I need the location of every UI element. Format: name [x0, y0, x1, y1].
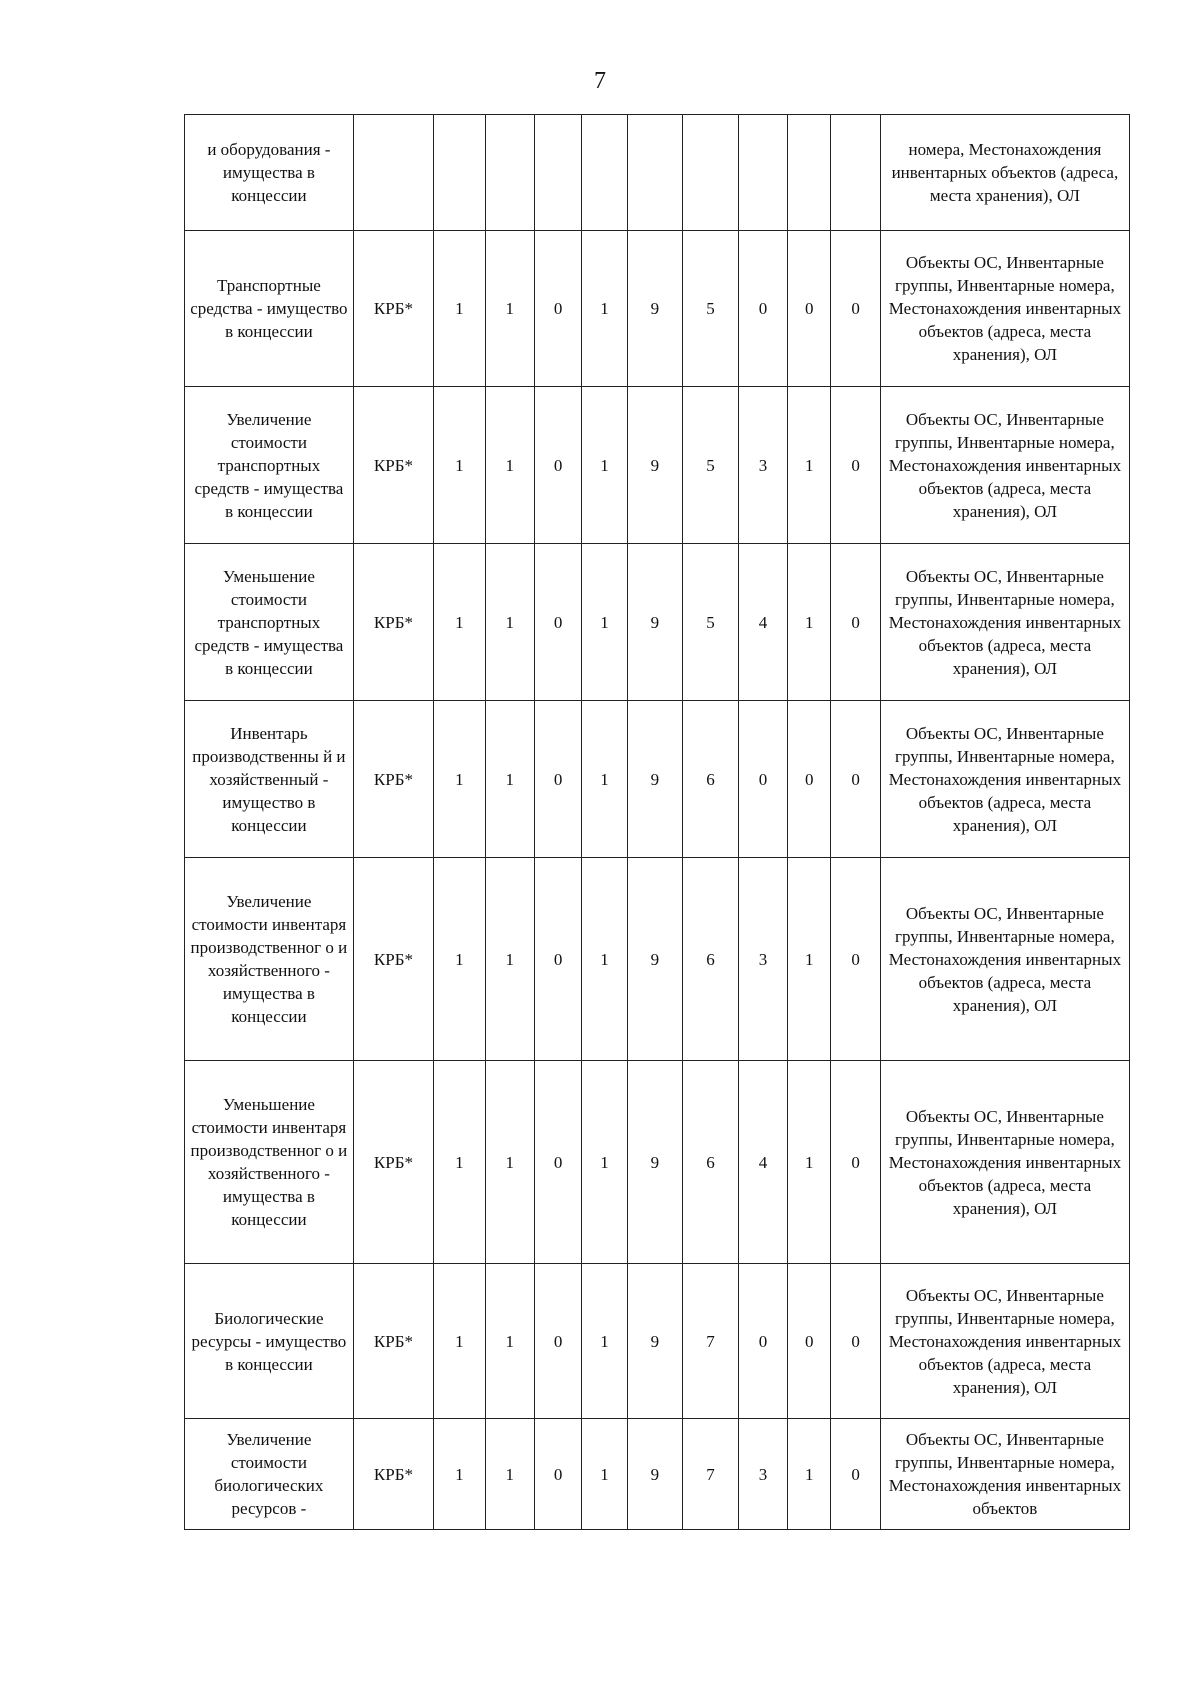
account-digit-cell: 5	[683, 387, 739, 544]
analytics-cell: Объекты ОС, Инвентарные группы, Инвентарные номера, Местонахождения инвентарных объектов (адреса, места хранения), ОЛ	[880, 858, 1129, 1061]
account-name-cell: и оборудования - имущества в концессии	[185, 115, 354, 231]
account-digit-cell: 1	[788, 387, 831, 544]
account-digit-cell	[434, 115, 485, 231]
account-digit-cell: 0	[534, 858, 581, 1061]
account-digit-cell: 0	[738, 231, 787, 387]
table-row	[185, 231, 1130, 387]
account-digit-cell: 3	[738, 1419, 787, 1530]
account-digit-cell: 0	[831, 1419, 880, 1530]
account-digit-cell: 0	[534, 544, 581, 701]
account-digit-cell	[534, 115, 581, 231]
account-digit-cell: 1	[485, 231, 534, 387]
account-digit-cell: 1	[788, 858, 831, 1061]
table-row	[185, 387, 1130, 544]
account-digit-cell: 1	[788, 1419, 831, 1530]
account-code-cell: КРБ*	[353, 701, 433, 858]
account-digit-cell: 9	[627, 858, 683, 1061]
account-digit-cell: 1	[582, 701, 627, 858]
account-digit-cell: 1	[582, 1264, 627, 1419]
account-digit-cell: 9	[627, 387, 683, 544]
account-digit-cell: 0	[534, 1061, 581, 1264]
account-name-cell: Увеличение стоимости биологических ресурсов -	[185, 1419, 354, 1530]
account-digit-cell: 1	[582, 858, 627, 1061]
account-code-cell: КРБ*	[353, 387, 433, 544]
analytics-cell: Объекты ОС, Инвентарные группы, Инвентарные номера, Местонахождения инвентарных объектов (адреса, места хранения), ОЛ	[880, 387, 1129, 544]
table-row	[185, 858, 1130, 1061]
account-code-cell: КРБ*	[353, 1419, 433, 1530]
account-name-cell: Увеличение стоимости инвентаря производственног о и хозяйственного - имущества в концессии	[185, 858, 354, 1061]
account-code-cell: КРБ*	[353, 231, 433, 387]
account-digit-cell: 6	[683, 701, 739, 858]
account-digit-cell: 0	[831, 701, 880, 858]
table-row	[185, 701, 1130, 858]
account-digit-cell: 4	[738, 1061, 787, 1264]
account-digit-cell: 0	[534, 231, 581, 387]
account-digit-cell: 7	[683, 1264, 739, 1419]
account-digit-cell: 0	[831, 231, 880, 387]
account-digit-cell	[582, 115, 627, 231]
accounts-table	[184, 114, 1130, 1530]
account-digit-cell: 3	[738, 387, 787, 544]
account-digit-cell: 0	[831, 1061, 880, 1264]
account-code-cell: КРБ*	[353, 1264, 433, 1419]
account-digit-cell: 1	[788, 1061, 831, 1264]
analytics-cell: Объекты ОС, Инвентарные группы, Инвентарные номера, Местонахождения инвентарных объектов (адреса, места хранения), ОЛ	[880, 1264, 1129, 1419]
account-digit-cell: 1	[434, 1061, 485, 1264]
account-digit-cell: 0	[534, 387, 581, 544]
account-digit-cell: 0	[788, 231, 831, 387]
account-digit-cell: 0	[534, 701, 581, 858]
table-body	[185, 115, 1130, 1530]
account-digit-cell: 1	[434, 701, 485, 858]
account-digit-cell: 6	[683, 858, 739, 1061]
account-digit-cell: 4	[738, 544, 787, 701]
account-digit-cell: 1	[485, 544, 534, 701]
account-digit-cell: 1	[434, 858, 485, 1061]
account-digit-cell: 1	[582, 231, 627, 387]
account-digit-cell: 9	[627, 1264, 683, 1419]
account-digit-cell: 0	[831, 1264, 880, 1419]
account-digit-cell: 1	[788, 544, 831, 701]
account-digit-cell: 1	[485, 858, 534, 1061]
account-digit-cell	[627, 115, 683, 231]
account-digit-cell: 9	[627, 544, 683, 701]
table-row	[185, 1061, 1130, 1264]
account-name-cell: Биологические ресурсы - имущество в концессии	[185, 1264, 354, 1419]
account-digit-cell: 0	[788, 701, 831, 858]
account-digit-cell	[485, 115, 534, 231]
account-name-cell: Увеличение стоимости транспортных средств - имущества в концессии	[185, 387, 354, 544]
account-digit-cell: 1	[582, 1061, 627, 1264]
table-row	[185, 1419, 1130, 1530]
account-digit-cell: 0	[788, 1264, 831, 1419]
analytics-cell: Объекты ОС, Инвентарные группы, Инвентарные номера, Местонахождения инвентарных объектов (адреса, места хранения), ОЛ	[880, 1061, 1129, 1264]
analytics-cell: Объекты ОС, Инвентарные группы, Инвентарные номера, Местонахождения инвентарных объектов (адреса, места хранения), ОЛ	[880, 701, 1129, 858]
account-digit-cell: 1	[434, 544, 485, 701]
account-digit-cell: 0	[534, 1264, 581, 1419]
account-digit-cell: 0	[738, 701, 787, 858]
account-digit-cell: 1	[582, 1419, 627, 1530]
account-digit-cell	[738, 115, 787, 231]
analytics-cell: Объекты ОС, Инвентарные группы, Инвентарные номера, Местонахождения инвентарных объектов (адреса, места хранения), ОЛ	[880, 231, 1129, 387]
table-row	[185, 1264, 1130, 1419]
account-digit-cell: 1	[582, 387, 627, 544]
account-digit-cell: 5	[683, 231, 739, 387]
account-digit-cell: 1	[434, 387, 485, 544]
account-digit-cell: 7	[683, 1419, 739, 1530]
account-code-cell	[353, 115, 433, 231]
account-code-cell: КРБ*	[353, 858, 433, 1061]
account-digit-cell	[683, 115, 739, 231]
account-digit-cell	[788, 115, 831, 231]
page-number: 7	[594, 68, 606, 94]
account-digit-cell: 3	[738, 858, 787, 1061]
account-code-cell: КРБ*	[353, 544, 433, 701]
analytics-cell: Объекты ОС, Инвентарные группы, Инвентарные номера, Местонахождения инвентарных объектов (адреса, места хранения), ОЛ	[880, 544, 1129, 701]
table-row	[185, 544, 1130, 701]
account-digit-cell: 6	[683, 1061, 739, 1264]
account-digit-cell: 1	[485, 387, 534, 544]
account-digit-cell	[831, 115, 880, 231]
table-row	[185, 115, 1130, 231]
account-name-cell: Уменьшение стоимости транспортных средств - имущества в концессии	[185, 544, 354, 701]
account-name-cell: Транспортные средства - имущество в концессии	[185, 231, 354, 387]
account-digit-cell: 0	[534, 1419, 581, 1530]
account-digit-cell: 9	[627, 701, 683, 858]
account-digit-cell: 0	[831, 858, 880, 1061]
account-digit-cell: 1	[485, 1264, 534, 1419]
account-digit-cell: 1	[434, 1419, 485, 1530]
account-digit-cell: 0	[738, 1264, 787, 1419]
account-digit-cell: 1	[434, 1264, 485, 1419]
account-name-cell: Уменьшение стоимости инвентаря производственног о и хозяйственного - имущества в концессии	[185, 1061, 354, 1264]
analytics-cell: Объекты ОС, Инвентарные группы, Инвентарные номера, Местонахождения инвентарных объектов	[880, 1419, 1129, 1530]
account-digit-cell: 9	[627, 231, 683, 387]
account-digit-cell: 5	[683, 544, 739, 701]
account-digit-cell: 1	[485, 1419, 534, 1530]
account-code-cell: КРБ*	[353, 1061, 433, 1264]
account-digit-cell: 1	[434, 231, 485, 387]
account-digit-cell: 9	[627, 1061, 683, 1264]
account-digit-cell: 1	[485, 701, 534, 858]
analytics-cell: номера, Местонахождения инвентарных объектов (адреса, места хранения), ОЛ	[880, 115, 1129, 231]
account-name-cell: Инвентарь производственны й и хозяйственный - имущество в концессии	[185, 701, 354, 858]
account-digit-cell: 1	[582, 544, 627, 701]
account-digit-cell: 9	[627, 1419, 683, 1530]
account-digit-cell: 0	[831, 387, 880, 544]
account-digit-cell: 0	[831, 544, 880, 701]
account-digit-cell: 1	[485, 1061, 534, 1264]
